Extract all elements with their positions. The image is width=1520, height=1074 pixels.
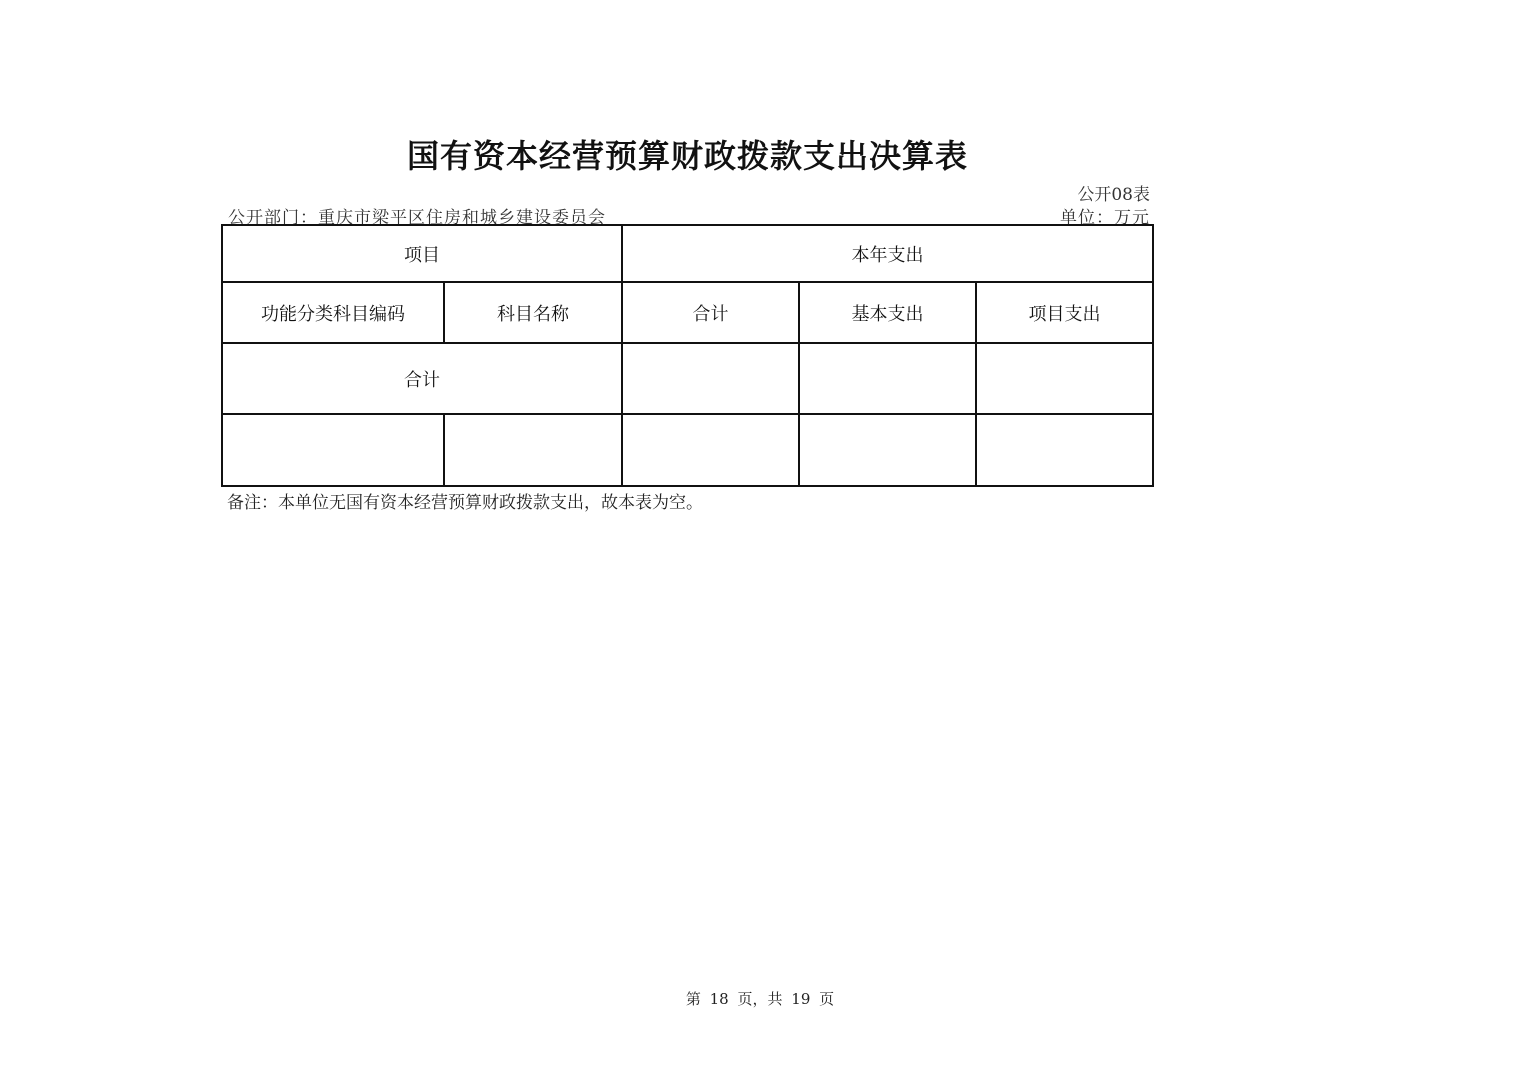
unit-label: 单位：万元 [1060,208,1150,228]
header-row-1 [222,225,1153,282]
header-basic-expense: 基本支出 [799,282,976,343]
subject-name-cell [444,414,622,486]
row-project-expense-cell [976,414,1153,486]
header-subject-name: 科目名称 [444,282,622,343]
footer-mid: 页，共 [737,990,783,1008]
page-footer [0,988,1520,1009]
row-total-cell [622,414,799,486]
header-current-year-expense: 本年支出 [622,225,1153,282]
table-note: 备注：本单位无国有资本经营预算财政拨款支出，故本表为空。 [227,493,703,513]
row-basic-expense-cell [799,414,976,486]
footer-suffix: 页 [819,990,835,1008]
total-row [222,343,1153,414]
footer-prefix: 第 [685,990,701,1008]
total-project-expense-cell [976,343,1153,414]
total-basic-expense-cell [799,343,976,414]
page-title: 国有资本经营预算财政拨款支出决算表 [406,137,968,175]
header-row-2 [222,282,1153,343]
total-label: 合计 [222,343,622,414]
budget-table [221,224,1154,487]
footer-total-pages: 19 [791,990,811,1008]
table-row [222,414,1153,486]
header-project: 项目 [222,225,622,282]
footer-page-number: 18 [709,990,729,1008]
function-code-cell [222,414,444,486]
department-label: 公开部门：重庆市梁平区住房和城乡建设委员会 [228,208,606,228]
header-total: 合计 [622,282,799,343]
header-project-expense: 项目支出 [976,282,1153,343]
header-function-code: 功能分类科目编码 [222,282,444,343]
total-cell [622,343,799,414]
form-number: 公开08表 [1077,185,1150,205]
